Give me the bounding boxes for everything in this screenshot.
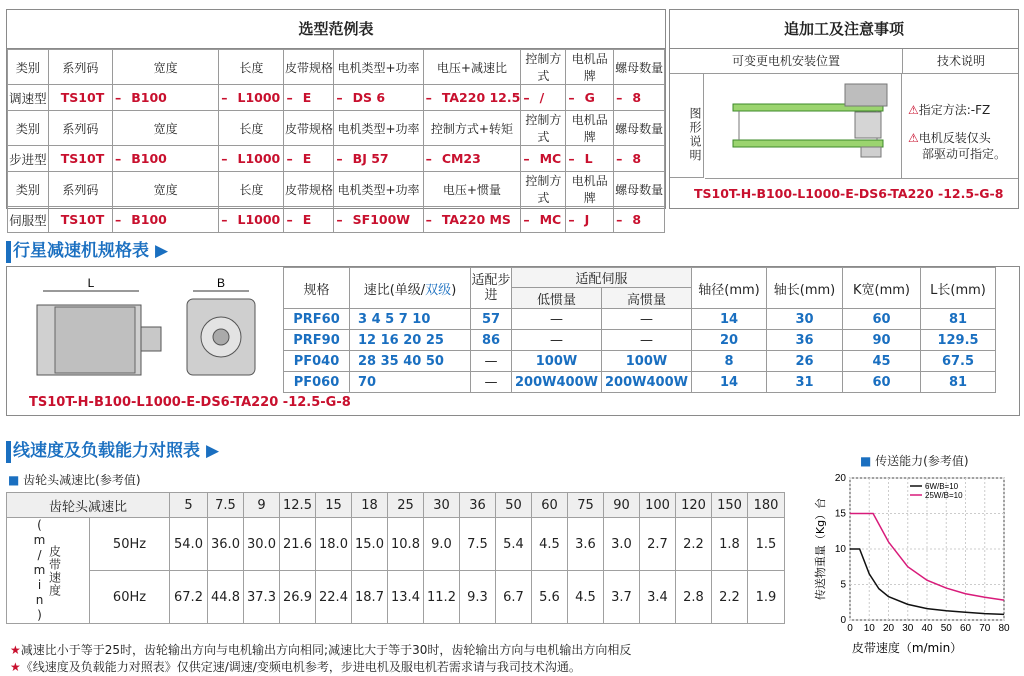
selection-cell: 调速型 [8, 85, 49, 111]
planetary-cell: 100W [602, 351, 692, 372]
selection-cell: 控制方式 [521, 50, 566, 85]
planetary-cell: 8 [692, 351, 767, 372]
x-tick-label: 70 [979, 623, 991, 634]
note-2: ⚠电机反装仅头 部驱动可指定。 [908, 131, 1007, 161]
selection-cell: – 8 [614, 85, 665, 111]
planetary-cell: 90 [843, 330, 921, 351]
x-tick-label: 10 [863, 623, 875, 634]
selection-cell: 系列码 [48, 172, 112, 207]
warning-icon: ⚠ [908, 103, 919, 117]
selection-cell: 类别 [8, 111, 49, 146]
legend-label: 6W/B=10 [925, 482, 959, 491]
x-tick-label: 20 [882, 623, 895, 634]
speed-subtitle: ■ 齿轮头减速比(参考值) [8, 473, 141, 487]
planetary-cell: PF060 [284, 372, 350, 393]
speed-value: 54.0 [170, 518, 208, 571]
hdr-high: 高惯量 [602, 288, 692, 309]
planetary-cell: 200W400W [602, 372, 692, 393]
planetary-cell: — [471, 351, 512, 372]
conveyor-diagram [705, 74, 902, 179]
ratio-cell: 90 [604, 493, 640, 518]
selection-row [8, 207, 665, 233]
planetary-table [283, 267, 996, 393]
footnotes [10, 642, 631, 676]
planetary-cell: 200W400W [512, 372, 602, 393]
selection-cell: – E [284, 85, 334, 111]
planetary-cell: — [602, 309, 692, 330]
speed-value: 1.8 [712, 518, 748, 571]
planetary-cell: 81 [921, 309, 996, 330]
speed-value: 7.5 [460, 518, 496, 571]
speed-value: 13.4 [388, 571, 424, 624]
planetary-cell: — [471, 372, 512, 393]
selection-cell: 螺母数量 [614, 111, 665, 146]
planetary-cell: 20 [692, 330, 767, 351]
additional-panel [669, 9, 1019, 209]
selection-cell: 宽度 [112, 172, 218, 207]
x-tick-label: 80 [998, 623, 1010, 634]
speed-value: 5.6 [532, 571, 568, 624]
selection-cell: 步进型 [8, 146, 49, 172]
y-axis-label: 传送物重量（Kg）台 [814, 497, 827, 601]
planetary-cell: — [602, 330, 692, 351]
planetary-code: TS10T-H-B100-L1000-E-DS6-TA220 -12.5-G-8 [29, 395, 351, 410]
selection-cell: – 8 [614, 146, 665, 172]
planetary-cell: 60 [843, 309, 921, 330]
y-tick-label: 0 [840, 615, 846, 626]
selection-cell: – L1000 [219, 146, 284, 172]
selection-cell: 电压+减速比 [423, 50, 521, 85]
selection-cell: 类别 [8, 172, 49, 207]
hz-label: 60Hz [90, 571, 170, 624]
planetary-row [284, 330, 996, 351]
motor-position-header: 可变更电机安装位置 [731, 54, 840, 68]
hdr-l: L长(mm) [921, 268, 996, 309]
selection-cell: 伺服型 [8, 207, 49, 233]
selection-cell: – B100 [112, 207, 218, 233]
ratio-cell: 150 [712, 493, 748, 518]
speed-value: 22.4 [316, 571, 352, 624]
ratio-cell: 100 [640, 493, 676, 518]
x-tick-label: 60 [959, 623, 972, 634]
selection-cell: – B100 [112, 146, 218, 172]
planetary-cell: 45 [843, 351, 921, 372]
planetary-cell: 57 [471, 309, 512, 330]
selection-cell: 宽度 [112, 111, 218, 146]
selection-cell: 螺母数量 [614, 172, 665, 207]
selection-table [7, 49, 665, 233]
hdr-stepper: 适配步进 [471, 268, 512, 309]
planetary-cell: 26 [767, 351, 843, 372]
speed-value: 3.6 [568, 518, 604, 571]
selection-cell: – MC [521, 146, 566, 172]
selection-cell: 皮带规格 [284, 50, 334, 85]
y-tick-label: 20 [834, 473, 846, 484]
planetary-cell: 30 [767, 309, 843, 330]
planetary-cell: 86 [471, 330, 512, 351]
x-tick-label: 50 [940, 623, 952, 634]
selection-cell: 电机品牌 [566, 50, 614, 85]
selection-cell: 长度 [219, 111, 284, 146]
ratio-cell: 7.5 [208, 493, 244, 518]
additional-code: TS10T-H-B100-L1000-E-DS6-TA220 -12.5-G-8 [694, 186, 1004, 201]
ratio-cell: 180 [748, 493, 785, 518]
planetary-row [284, 351, 996, 372]
selection-cell: 控制方式 [521, 172, 566, 207]
ratio-cell: 9 [244, 493, 280, 518]
y-tick-label: 5 [840, 579, 846, 591]
speed-value: 10.8 [388, 518, 424, 571]
ratio-cell: 5 [170, 493, 208, 518]
planetary-cell: — [512, 330, 602, 351]
selection-row [8, 85, 665, 111]
selection-cell: TS10T [48, 207, 112, 233]
speed-value: 18.7 [352, 571, 388, 624]
speed-value: 21.6 [280, 518, 316, 571]
tech-note-header: 技术说明 [902, 49, 1019, 73]
star-icon: ★ [10, 660, 21, 674]
legend-label: 25W/B=10 [925, 491, 963, 500]
planetary-cell: 14 [692, 372, 767, 393]
hz-label: 50Hz [90, 518, 170, 571]
hdr-k: K宽(mm) [843, 268, 921, 309]
planetary-cell: PRF60 [284, 309, 350, 330]
speed-value: 1.5 [748, 518, 785, 571]
planetary-cell: 31 [767, 372, 843, 393]
hdr-spec: 规格 [284, 268, 350, 309]
square-icon: ■ [8, 473, 20, 487]
speed-side-label: 皮带速度(m/min) [7, 518, 90, 624]
planetary-cell: 100W [512, 351, 602, 372]
ratio-cell: 18 [352, 493, 388, 518]
diagram-side-label: 图形说明 [670, 74, 704, 178]
planetary-cell: PF040 [284, 351, 350, 372]
gearbox-drawing [7, 267, 283, 397]
speed-value: 3.0 [604, 518, 640, 571]
speed-value: 11.2 [424, 571, 460, 624]
speed-value: 9.3 [460, 571, 496, 624]
selection-cell: 螺母数量 [614, 50, 665, 85]
speed-value: 67.2 [170, 571, 208, 624]
selection-cell: TS10T [48, 146, 112, 172]
ratio-cell: 120 [676, 493, 712, 518]
speed-value: 2.7 [640, 518, 676, 571]
planetary-cell: 3 4 5 7 10 [350, 309, 471, 330]
section-bar-icon [6, 441, 11, 463]
speed-header-label: 齿轮头减速比 [7, 493, 170, 518]
selection-cell: 皮带规格 [284, 111, 334, 146]
ratio-cell: 60 [532, 493, 568, 518]
selection-cell: – DS 6 [334, 85, 423, 111]
speed-table [6, 492, 785, 624]
selection-cell: 电机类型+功率 [334, 172, 423, 207]
speed-value: 3.4 [640, 571, 676, 624]
speed-value: 2.2 [712, 571, 748, 624]
speed-value: 2.8 [676, 571, 712, 624]
selection-cell: – L1000 [219, 85, 284, 111]
planetary-cell: 36 [767, 330, 843, 351]
speed-value: 5.4 [496, 518, 532, 571]
selection-cell: TS10T [48, 85, 112, 111]
speed-value: 2.2 [676, 518, 712, 571]
note-1: ⚠指定方法:-FZ [908, 103, 991, 117]
capacity-chart [806, 466, 1020, 662]
footnote-2: ★《线速度及负载能力对照表》仅供定速/调速/变频电机参考，步进电机及服电机若需求请与我司技术沟通。 [10, 660, 581, 674]
selection-cell: – J [566, 207, 614, 233]
selection-row [8, 111, 665, 146]
speed-value: 36.0 [208, 518, 244, 571]
conveyor-drawing [705, 74, 901, 178]
ratio-cell: 50 [496, 493, 532, 518]
speed-row [7, 518, 785, 571]
hdr-ratio: 速比(单级/双级) [350, 268, 471, 309]
additional-title: 追加工及注意事项 [670, 10, 1018, 49]
selection-cell: – / [521, 85, 566, 111]
planetary-cell: 67.5 [921, 351, 996, 372]
speed-value: 9.0 [424, 518, 460, 571]
speed-value: 30.0 [244, 518, 280, 571]
x-tick-label: 40 [921, 623, 933, 634]
planetary-cell: — [512, 309, 602, 330]
speed-value: 37.3 [244, 571, 280, 624]
selection-cell: – E [284, 146, 334, 172]
hdr-low: 低惯量 [512, 288, 602, 309]
planetary-cell: 70 [350, 372, 471, 393]
ratio-cell: 75 [568, 493, 604, 518]
selection-cell: 控制方式 [521, 111, 566, 146]
arrow-right-icon: ▶ [206, 441, 220, 461]
speed-value: 6.7 [496, 571, 532, 624]
x-axis-label: 皮带速度（m/min） [851, 641, 963, 655]
ratio-cell: 25 [388, 493, 424, 518]
y-tick-label: 15 [834, 508, 846, 520]
hdr-shaft-l: 轴长(mm) [767, 268, 843, 309]
speed-value: 4.5 [568, 571, 604, 624]
y-tick-label: 10 [834, 544, 846, 555]
section-bar-icon [6, 241, 11, 263]
selection-cell: 电机品牌 [566, 111, 614, 146]
planetary-cell: 12 16 20 25 [350, 330, 471, 351]
speed-value: 4.5 [532, 518, 568, 571]
selection-cell: 宽度 [112, 50, 218, 85]
selection-cell: 电机类型+功率 [334, 111, 423, 146]
planetary-section-title: 行星减速机规格表 ▶ [6, 236, 168, 263]
planetary-cell: PRF90 [284, 330, 350, 351]
speed-value: 26.9 [280, 571, 316, 624]
selection-cell: – E [284, 207, 334, 233]
speed-value: 15.0 [352, 518, 388, 571]
footnote-1: ★减速比小于等于25时，齿轮输出方向与电机输出方向相同;减速比大于等于30时，齿轮输出方向与电机输出方向相反 [10, 643, 632, 657]
selection-cell: 长度 [219, 50, 284, 85]
x-tick-label: 30 [902, 623, 914, 634]
speed-section-title: 线速度及负载能力对照表 ▶ [6, 436, 219, 463]
selection-cell: – CM23 [423, 146, 521, 172]
planetary-row [284, 372, 996, 393]
selection-row [8, 146, 665, 172]
selection-cell: – 8 [614, 207, 665, 233]
selection-cell: – TA220 MS [423, 207, 521, 233]
ratio-cell: 15 [316, 493, 352, 518]
selection-cell: – BJ 57 [334, 146, 423, 172]
selection-cell: 系列码 [48, 111, 112, 146]
selection-cell: 电机类型+功率 [334, 50, 423, 85]
selection-cell: 皮带规格 [284, 172, 334, 207]
selection-cell: 控制方式+转矩 [423, 111, 521, 146]
dim-b-label: B [216, 276, 226, 290]
arrow-right-icon: ▶ [155, 241, 169, 261]
ratio-cell: 30 [424, 493, 460, 518]
speed-row [7, 571, 785, 624]
hdr-shaft-d: 轴径(mm) [692, 268, 767, 309]
planetary-panel [6, 266, 1020, 416]
selection-cell: 长度 [219, 172, 284, 207]
selection-cell: 电机品牌 [566, 172, 614, 207]
selection-cell: – L1000 [219, 207, 284, 233]
selection-cell: – B100 [112, 85, 218, 111]
x-tick-label: 0 [847, 623, 853, 634]
selection-title: 选型范例表 [7, 10, 665, 49]
dim-l-label: L [87, 276, 95, 290]
planetary-cell: 129.5 [921, 330, 996, 351]
selection-cell: – L [566, 146, 614, 172]
star-icon: ★ [10, 643, 21, 657]
speed-value: 18.0 [316, 518, 352, 571]
planetary-row [284, 309, 996, 330]
selection-panel [6, 9, 666, 228]
hdr-servo: 适配伺服 [512, 268, 692, 288]
planetary-cell: 28 35 40 50 [350, 351, 471, 372]
selection-cell: 系列码 [48, 50, 112, 85]
speed-value: 3.7 [604, 571, 640, 624]
square-icon: ■ [860, 454, 872, 468]
planetary-cell: 60 [843, 372, 921, 393]
planetary-cell: 81 [921, 372, 996, 393]
selection-row [8, 172, 665, 207]
ratio-cell: 36 [460, 493, 496, 518]
warning-icon: ⚠ [908, 131, 919, 145]
ratio-cell: 12.5 [280, 493, 316, 518]
selection-row [8, 50, 665, 85]
planetary-cell: 14 [692, 309, 767, 330]
speed-value: 1.9 [748, 571, 785, 624]
speed-value: 44.8 [208, 571, 244, 624]
selection-cell: – G [566, 85, 614, 111]
selection-cell: – SF100W [334, 207, 423, 233]
chart-title: ■ 传送能力(参考值) [860, 454, 969, 468]
selection-cell: – TA220 12.5 [423, 85, 521, 111]
selection-cell: – MC [521, 207, 566, 233]
selection-cell: 类别 [8, 50, 49, 85]
selection-cell: 电压+惯量 [423, 172, 521, 207]
